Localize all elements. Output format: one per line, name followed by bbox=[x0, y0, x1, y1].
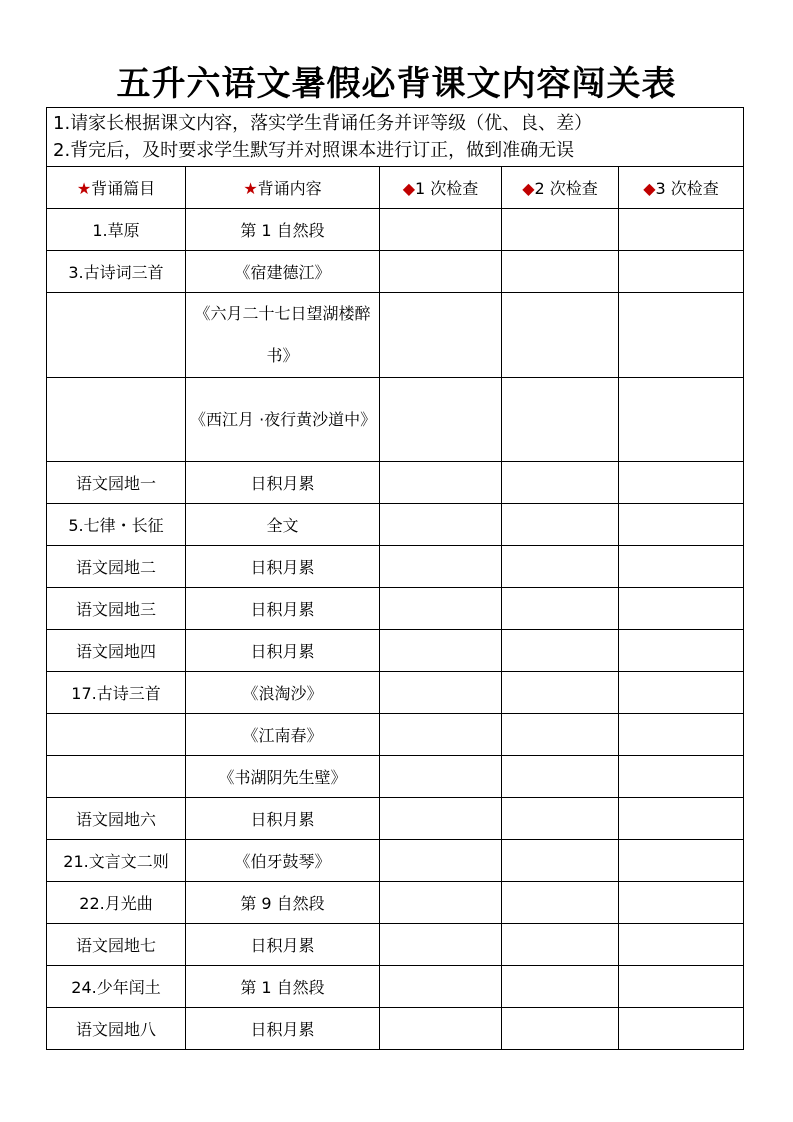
recitation-content-cell: 日积月累 bbox=[186, 798, 380, 840]
header-label: 1 次检查 bbox=[415, 179, 479, 198]
check-3-cell[interactable] bbox=[619, 378, 744, 462]
check-2-cell[interactable] bbox=[502, 251, 619, 293]
table-row bbox=[47, 588, 744, 630]
table-row bbox=[47, 756, 744, 798]
check-1-cell[interactable] bbox=[380, 378, 502, 462]
check-2-cell[interactable] bbox=[502, 1008, 619, 1050]
check-2-cell[interactable] bbox=[502, 924, 619, 966]
recitation-content-cell: 日积月累 bbox=[186, 1008, 380, 1050]
table-row bbox=[47, 378, 744, 462]
lesson-title-cell: 3.古诗词三首 bbox=[47, 251, 186, 293]
check-2-cell[interactable] bbox=[502, 378, 619, 462]
recitation-content-cell: 《宿建德江》 bbox=[186, 251, 380, 293]
header-check-3 bbox=[619, 167, 744, 209]
check-2-cell[interactable] bbox=[502, 588, 619, 630]
check-2-cell[interactable] bbox=[502, 209, 619, 251]
instructions bbox=[47, 108, 744, 167]
check-1-cell[interactable] bbox=[380, 672, 502, 714]
header-content-column bbox=[186, 167, 380, 209]
table-row bbox=[47, 714, 744, 756]
recitation-content-cell: 《浪淘沙》 bbox=[186, 672, 380, 714]
check-1-cell[interactable] bbox=[380, 840, 502, 882]
check-1-cell[interactable] bbox=[380, 966, 502, 1008]
recitation-content-cell: 日积月累 bbox=[186, 588, 380, 630]
check-2-cell[interactable] bbox=[502, 714, 619, 756]
table-row bbox=[47, 798, 744, 840]
check-2-cell[interactable] bbox=[502, 966, 619, 1008]
check-3-cell[interactable] bbox=[619, 840, 744, 882]
table-row bbox=[47, 546, 744, 588]
check-1-cell[interactable] bbox=[380, 798, 502, 840]
lesson-title-cell bbox=[47, 714, 186, 756]
table-row bbox=[47, 630, 744, 672]
header-label: 3 次检查 bbox=[655, 179, 719, 198]
recitation-content-cell: 《西江月 ·夜行黄沙道中》 bbox=[186, 378, 380, 462]
check-3-cell[interactable] bbox=[619, 798, 744, 840]
recitation-content-cell: 全文 bbox=[186, 504, 380, 546]
lesson-title-cell: 语文园地一 bbox=[47, 462, 186, 504]
lesson-title-cell: 1.草原 bbox=[47, 209, 186, 251]
check-2-cell[interactable] bbox=[502, 840, 619, 882]
check-2-cell[interactable] bbox=[502, 293, 619, 378]
check-1-cell[interactable] bbox=[380, 1008, 502, 1050]
header-title-column bbox=[47, 167, 186, 209]
check-3-cell[interactable] bbox=[619, 672, 744, 714]
check-3-cell[interactable] bbox=[619, 462, 744, 504]
recitation-content-cell: 第 9 自然段 bbox=[186, 882, 380, 924]
check-3-cell[interactable] bbox=[619, 966, 744, 1008]
page-title: 五升六语文暑假必背课文内容闯关表 bbox=[116, 64, 677, 104]
check-2-cell[interactable] bbox=[502, 546, 619, 588]
recitation-content-cell: 《伯牙鼓琴》 bbox=[186, 840, 380, 882]
star-icon: ★ bbox=[243, 179, 258, 198]
table-row bbox=[47, 293, 744, 378]
lesson-title-cell: 语文园地八 bbox=[47, 1008, 186, 1050]
check-1-cell[interactable] bbox=[380, 882, 502, 924]
check-3-cell[interactable] bbox=[619, 882, 744, 924]
table-row bbox=[47, 462, 744, 504]
check-3-cell[interactable] bbox=[619, 924, 744, 966]
lesson-title-cell: 语文园地二 bbox=[47, 546, 186, 588]
instruction-line: 2.背完后，及时要求学生默写并对照课本进行订正，做到准确无误 bbox=[53, 140, 575, 161]
header-check-1 bbox=[380, 167, 502, 209]
recitation-content-cell: 日积月累 bbox=[186, 924, 380, 966]
check-2-cell[interactable] bbox=[502, 672, 619, 714]
check-3-cell[interactable] bbox=[619, 209, 744, 251]
lesson-title-cell: 5.七律・长征 bbox=[47, 504, 186, 546]
recitation-content-cell: 日积月累 bbox=[186, 630, 380, 672]
check-1-cell[interactable] bbox=[380, 546, 502, 588]
check-3-cell[interactable] bbox=[619, 588, 744, 630]
table-header-row bbox=[47, 167, 744, 209]
check-3-cell[interactable] bbox=[619, 756, 744, 798]
recitation-content-cell: 第 1 自然段 bbox=[186, 209, 380, 251]
table-row bbox=[47, 251, 744, 293]
diamond-icon: ◆ bbox=[643, 179, 656, 198]
diamond-icon: ◆ bbox=[402, 179, 416, 198]
header-label: 背诵内容 bbox=[257, 179, 322, 198]
recitation-content-cell: 《六月二十七日望湖楼醉书》 bbox=[186, 293, 380, 378]
check-2-cell[interactable] bbox=[502, 462, 619, 504]
lesson-title-cell bbox=[47, 293, 186, 378]
lesson-title-cell: 语文园地四 bbox=[47, 630, 186, 672]
check-3-cell[interactable] bbox=[619, 293, 744, 378]
check-3-cell[interactable] bbox=[619, 1008, 744, 1050]
check-3-cell[interactable] bbox=[619, 546, 744, 588]
check-2-cell[interactable] bbox=[502, 882, 619, 924]
check-2-cell[interactable] bbox=[502, 630, 619, 672]
lesson-title-cell bbox=[47, 756, 186, 798]
instruction-line: 1.请家长根据课文内容，落实学生背诵任务并评等级（优、良、差） bbox=[53, 113, 593, 134]
table-row bbox=[47, 882, 744, 924]
check-1-cell[interactable] bbox=[380, 924, 502, 966]
lesson-title-cell: 24.少年闰土 bbox=[47, 966, 186, 1008]
header-label: 2 次检查 bbox=[534, 179, 598, 198]
header-label: 背诵篇目 bbox=[91, 179, 156, 198]
check-3-cell[interactable] bbox=[619, 630, 744, 672]
lesson-title-cell bbox=[47, 378, 186, 462]
diamond-icon: ◆ bbox=[522, 179, 535, 198]
table-row bbox=[47, 966, 744, 1008]
check-1-cell[interactable] bbox=[380, 630, 502, 672]
check-3-cell[interactable] bbox=[619, 714, 744, 756]
check-1-cell[interactable] bbox=[380, 756, 502, 798]
recitation-content-cell: 日积月累 bbox=[186, 546, 380, 588]
table-row bbox=[47, 672, 744, 714]
table-row bbox=[47, 924, 744, 966]
header-check-2 bbox=[502, 167, 619, 209]
recitation-content-cell: 第 1 自然段 bbox=[186, 966, 380, 1008]
check-3-cell[interactable] bbox=[619, 504, 744, 546]
table-row bbox=[47, 840, 744, 882]
star-icon: ★ bbox=[76, 179, 92, 198]
check-1-cell[interactable] bbox=[380, 251, 502, 293]
table-row bbox=[47, 504, 744, 546]
check-1-cell[interactable] bbox=[380, 209, 502, 251]
check-1-cell[interactable] bbox=[380, 504, 502, 546]
check-1-cell[interactable] bbox=[380, 293, 502, 378]
table-row bbox=[47, 209, 744, 251]
table-row bbox=[47, 1008, 744, 1050]
lesson-title-cell: 语文园地三 bbox=[47, 588, 186, 630]
lesson-title-cell: 语文园地七 bbox=[47, 924, 186, 966]
check-2-cell[interactable] bbox=[502, 504, 619, 546]
check-2-cell[interactable] bbox=[502, 798, 619, 840]
recitation-content-cell: 《江南春》 bbox=[186, 714, 380, 756]
check-2-cell[interactable] bbox=[502, 756, 619, 798]
check-3-cell[interactable] bbox=[619, 251, 744, 293]
recitation-content-cell: 《书湖阴先生壁》 bbox=[186, 756, 380, 798]
lesson-title-cell: 22.月光曲 bbox=[47, 882, 186, 924]
check-1-cell[interactable] bbox=[380, 588, 502, 630]
recitation-content-cell: 日积月累 bbox=[186, 462, 380, 504]
lesson-title-cell: 语文园地六 bbox=[47, 798, 186, 840]
lesson-title-cell: 17.古诗三首 bbox=[47, 672, 186, 714]
check-1-cell[interactable] bbox=[380, 462, 502, 504]
check-1-cell[interactable] bbox=[380, 714, 502, 756]
recitation-table bbox=[46, 107, 744, 1050]
lesson-title-cell: 21.文言文二则 bbox=[47, 840, 186, 882]
